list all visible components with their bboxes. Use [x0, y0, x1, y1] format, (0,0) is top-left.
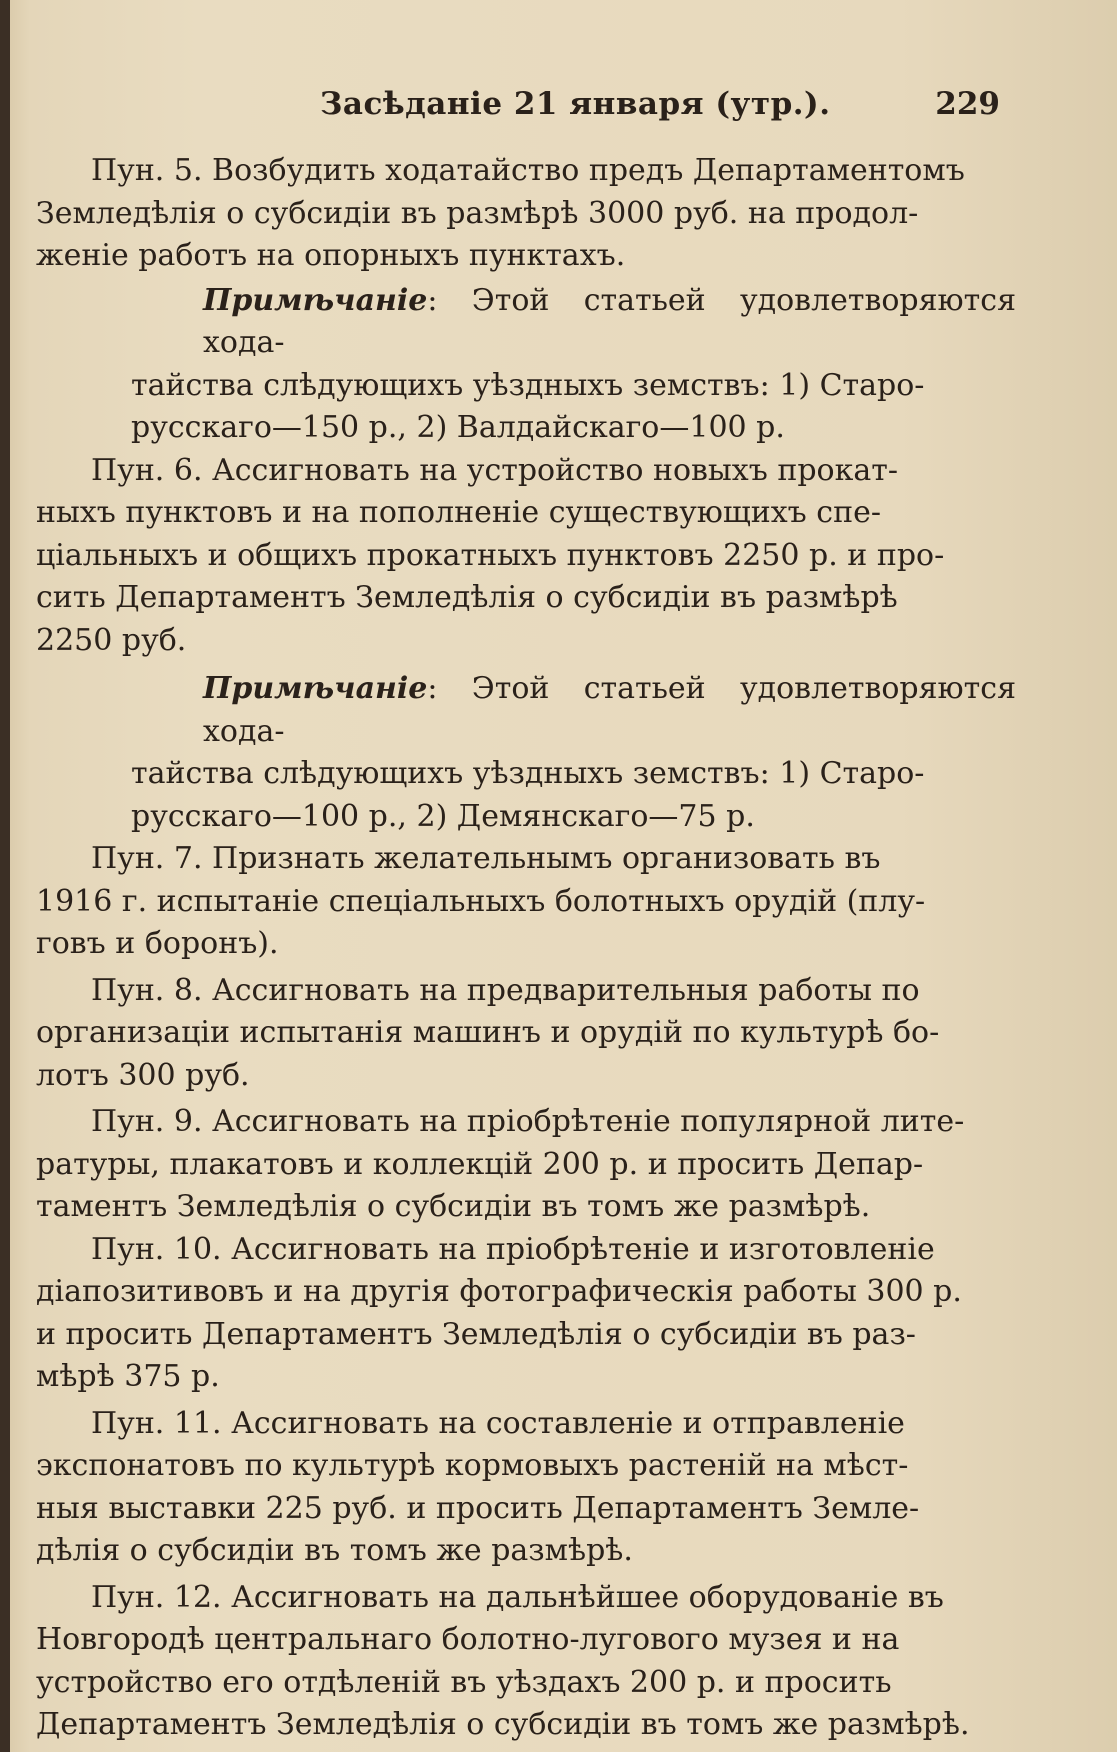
- text-line: ратуры, плакатовъ и коллекцій 200 р. и просить Депар-: [36, 1146, 924, 1182]
- text-line: Пун. 9. Ассигновать на пріобрѣтеніе популярной лите-: [91, 1104, 965, 1139]
- text-line: устройство его отдѣленій въ уѣздахъ 200 р. и просить: [36, 1664, 892, 1700]
- note-label: Примѣчаніе: [203, 282, 428, 318]
- text-line: экспонатовъ по культурѣ кормовыхъ растеній на мѣст-: [36, 1448, 909, 1483]
- clause-9: [36, 1101, 1016, 1229]
- text-line: Департаментъ Земледѣлія о субсидіи въ томъ же размѣрѣ.: [36, 1707, 970, 1742]
- header-title: Засѣданіе 21 января (утр.).: [320, 86, 831, 122]
- text-line: ныхъ пунктовъ и на пополненіе существующихъ спе-: [36, 495, 881, 530]
- text-line: Пун. 5. Возбудить ходатайство предъ Департаментомъ: [91, 153, 965, 188]
- text-line: Пун. 7. Признать желательнымъ организовать въ: [91, 841, 881, 876]
- text-line: женіе работъ на опорныхъ пунктахъ.: [36, 238, 626, 273]
- text-line: дѣлія о субсидіи въ томъ же размѣрѣ.: [36, 1533, 633, 1568]
- clause-10: [36, 1229, 1016, 1399]
- text-line: ныя выставки 225 руб. и просить Департаментъ Земле-: [36, 1490, 920, 1526]
- clause-8: [36, 970, 1016, 1098]
- text-line: сить Департаментъ Земледѣлія о субсидіи въ размѣрѣ: [36, 580, 898, 615]
- page-number: 229: [935, 86, 1000, 122]
- text-line: лотъ 300 руб.: [36, 1057, 250, 1093]
- clause-11: [36, 1403, 1016, 1573]
- text-line: Земледѣлія о субсидіи въ размѣрѣ 3000 руб. на продол-: [36, 195, 919, 231]
- text-line: ціальныхъ и общихъ прокатныхъ пунктовъ 2250 р. и про-: [36, 537, 945, 573]
- text-line: тайства слѣдующихъ уѣздныхъ земствъ: 1) Старо-: [131, 367, 925, 403]
- note-2: [36, 668, 1016, 838]
- clause-6: [36, 450, 1016, 663]
- text-line: русскаго—100 р., 2) Демянскаго—75 р.: [131, 798, 755, 834]
- text-line: и просить Департаментъ Земледѣлія о субсидіи въ раз-: [36, 1316, 916, 1352]
- page-body: [36, 150, 1016, 1747]
- running-header: [90, 86, 1010, 130]
- page-binding-edge: [0, 0, 10, 1752]
- clause-12: [36, 1577, 1016, 1747]
- text-line: Пун. 12. Ассигновать на дальнѣйшее оборудованіе въ: [91, 1579, 944, 1615]
- note-label: Примѣчаніе: [203, 671, 428, 706]
- clause-5: [36, 150, 1016, 278]
- text-line: организаціи испытанія машинъ и орудій по культурѣ бо-: [36, 1015, 940, 1050]
- text-line: : Этой статьей удовлетворяются хода-: [203, 282, 1016, 360]
- text-line: : Этой статьей удовлетворяются хода-: [203, 671, 1016, 749]
- text-line: 1916 г. испытаніе спеціальныхъ болотныхъ орудій (плу-: [36, 883, 926, 919]
- text-line: 2250 руб.: [36, 622, 187, 658]
- text-line: Пун. 10. Ассигновать на пріобрѣтеніе и изготовленіе: [91, 1231, 935, 1267]
- text-line: мѣрѣ 375 р.: [36, 1359, 220, 1394]
- text-line: Пун. 8. Ассигновать на предварительныя работы по: [91, 972, 920, 1008]
- text-line: таментъ Земледѣлія о субсидіи въ томъ же размѣрѣ.: [36, 1189, 871, 1224]
- note-1: [36, 280, 1016, 450]
- clause-7: [36, 838, 1016, 966]
- text-line: Пун. 11. Ассигновать на составленіе и отправленіе: [91, 1405, 905, 1441]
- text-line: говъ и боронъ).: [36, 926, 279, 961]
- text-line: русскаго—150 р., 2) Валдайскаго—100 р.: [131, 410, 785, 445]
- text-line: діапозитивовъ и на другія фотографическія работы 300 р.: [36, 1274, 962, 1309]
- text-line: Пун. 6. Ассигновать на устройство новыхъ прокат-: [91, 452, 898, 488]
- text-line: Новгородѣ центральнаго болотно-лугового музея и на: [36, 1622, 900, 1657]
- text-line: тайства слѣдующихъ уѣздныхъ земствъ: 1) Старо-: [131, 756, 925, 791]
